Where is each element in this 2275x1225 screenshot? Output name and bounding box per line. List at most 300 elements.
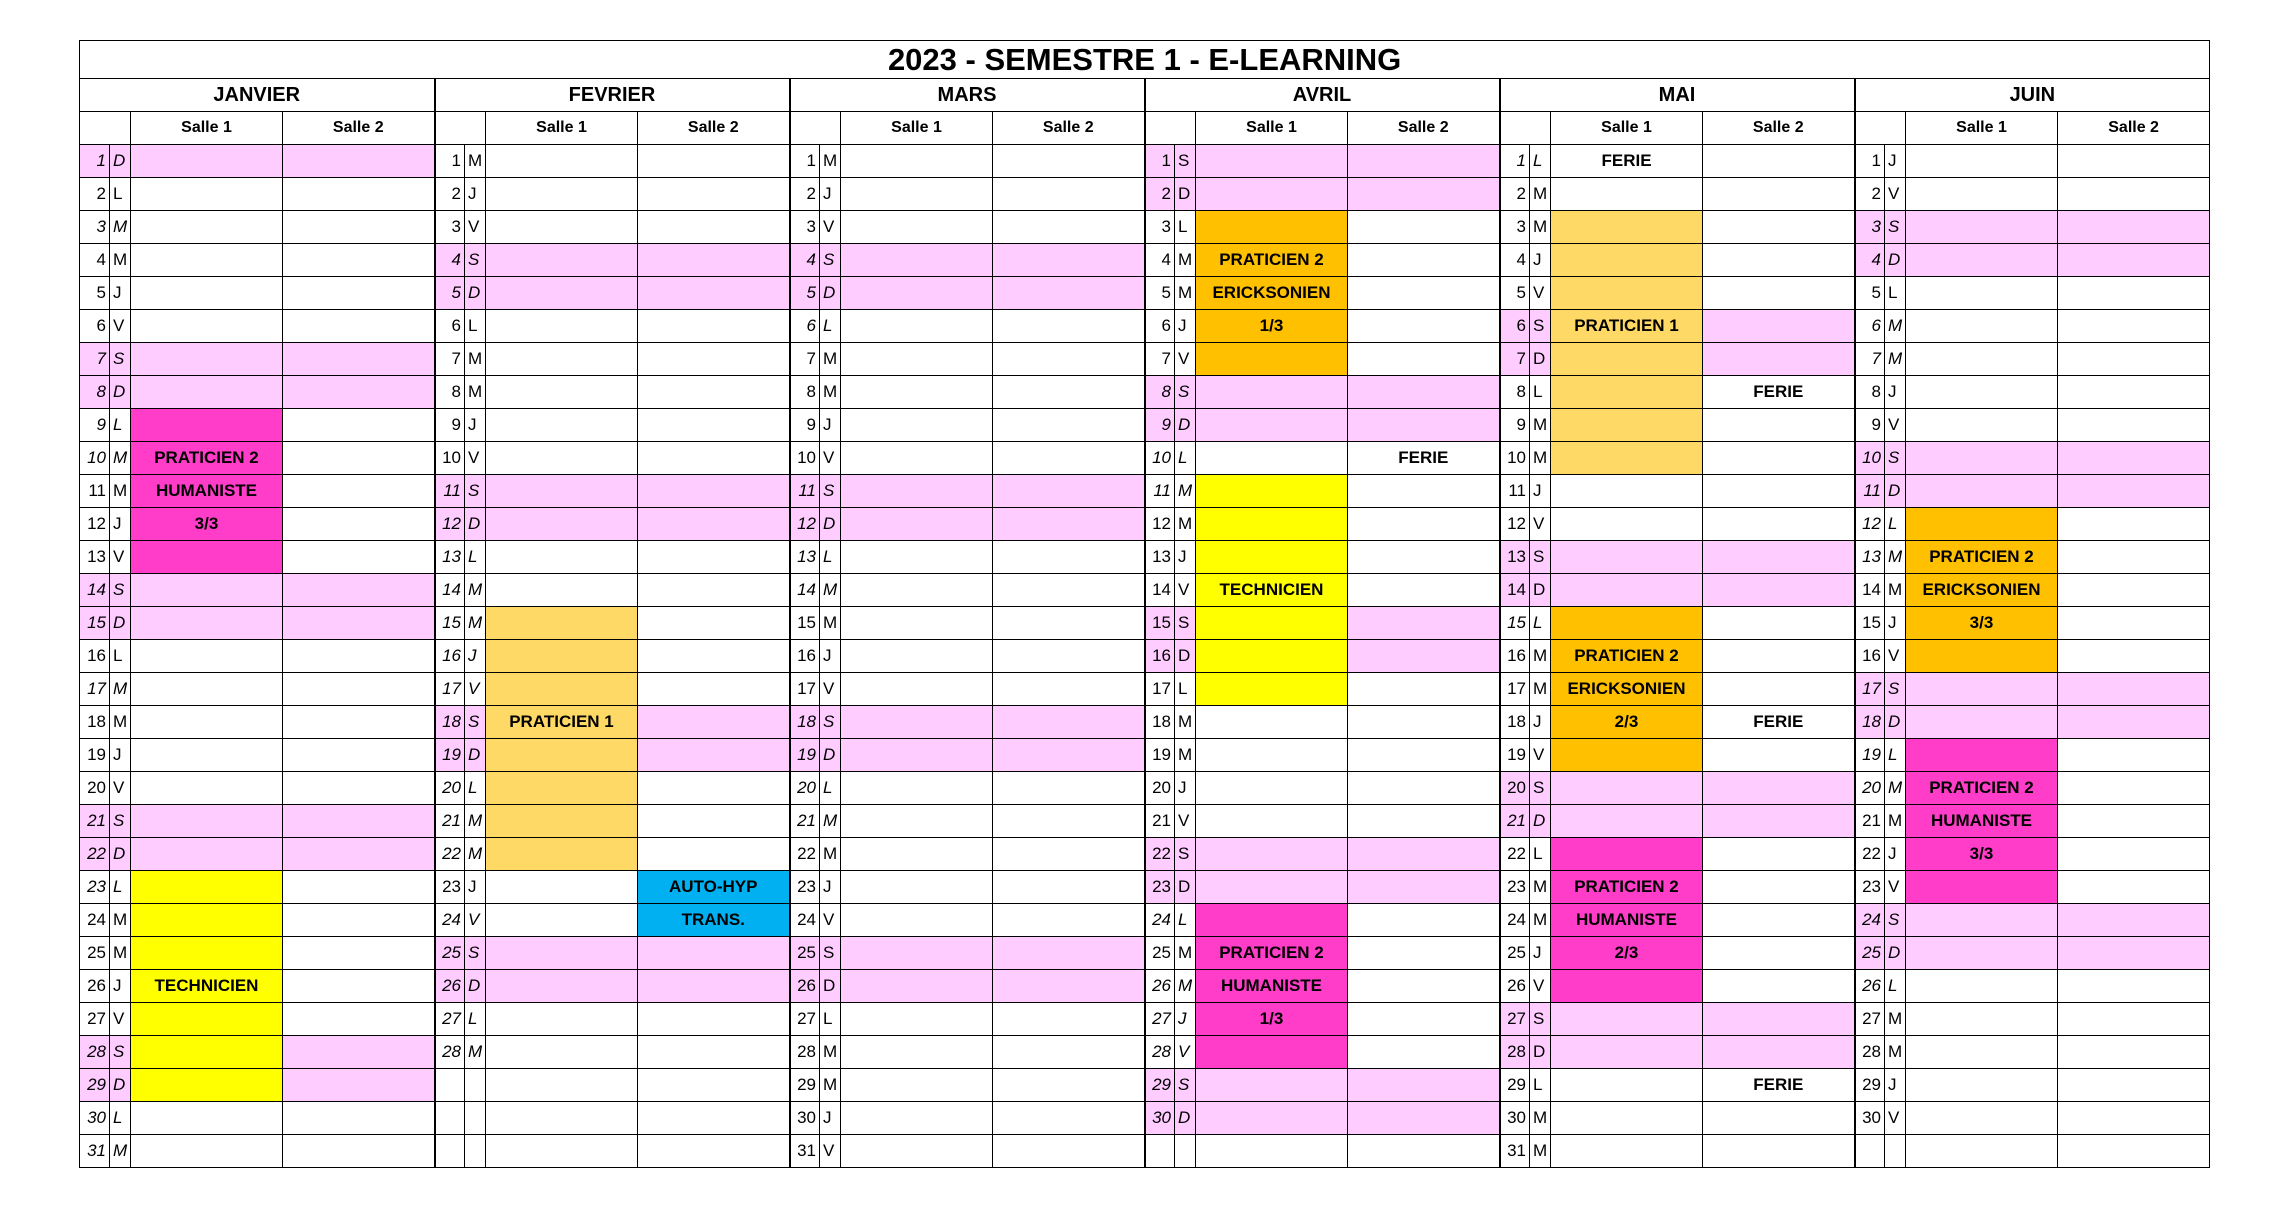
salle-cell [1703,211,1855,244]
salle-cell [841,838,993,871]
salle-cell [131,277,283,310]
salle-cell [1196,178,1348,211]
day-number: 18 [1500,706,1530,739]
salle-cell [283,640,435,673]
ferie-cell: FERIE [1703,376,1855,409]
salle-header-2: Salle 2 [2058,112,2210,145]
day-number: 24 [435,904,465,937]
day-row [80,178,2210,211]
salle-cell [841,145,993,178]
salle-cell [841,1135,993,1168]
day-number: 26 [1145,970,1175,1003]
day-number: 5 [790,277,820,310]
day-number: 7 [435,343,465,376]
day-number: 21 [80,805,110,838]
session-cell [1551,970,1703,1003]
empty-cell [638,1069,790,1102]
day-letter: V [465,211,486,244]
day-letter: D [1885,244,1906,277]
salle-cell [1348,1069,1500,1102]
salle-cell [2058,409,2210,442]
salle-cell [283,607,435,640]
salle-cell [486,277,638,310]
day-letter: J [465,178,486,211]
salle-cell [841,475,993,508]
salle-cell [283,772,435,805]
salle-cell [1906,1102,2058,1135]
salle-header-2: Salle 2 [283,112,435,145]
salle-cell [2058,1003,2210,1036]
session-cell [131,1069,283,1102]
day-number: 15 [1500,607,1530,640]
empty-cell [638,1102,790,1135]
salle-cell [1348,244,1500,277]
day-number: 27 [1855,1003,1885,1036]
salle-cell [1703,508,1855,541]
day-letter: L [1885,277,1906,310]
session-cell [1551,409,1703,442]
salle-cell [1196,772,1348,805]
day-letter: V [1530,739,1551,772]
salle-cell [131,574,283,607]
day-number: 4 [80,244,110,277]
session-cell [486,673,638,706]
salle-cell [638,937,790,970]
salle-cell [2058,574,2210,607]
salle-cell [1348,310,1500,343]
day-letter: M [820,607,841,640]
salle-cell [1196,409,1348,442]
day-letter: M [110,475,131,508]
salle-cell [1551,178,1703,211]
session-cell: ERICKSONIEN [1196,277,1348,310]
day-row [80,277,2210,310]
month-header-mai: MAI [1500,79,1855,112]
day-row [80,475,2210,508]
salle-cell [1906,442,2058,475]
salle-header-1: Salle 1 [841,112,993,145]
day-letter: V [1530,508,1551,541]
salle-cell [1196,145,1348,178]
day-letter: V [110,772,131,805]
day-number: 26 [790,970,820,1003]
day-letter: L [1530,145,1551,178]
salle-cell [1906,343,2058,376]
salle-header-2: Salle 2 [1703,112,1855,145]
day-number: 11 [80,475,110,508]
day-number: 2 [1855,178,1885,211]
day-number: 11 [435,475,465,508]
day-letter: M [465,1036,486,1069]
salle-cell [2058,1069,2210,1102]
salle-cell [1551,1003,1703,1036]
day-letter: S [820,244,841,277]
salle-cell [841,442,993,475]
day-number: 19 [790,739,820,772]
salle-cell [841,1036,993,1069]
day-number: 1 [1855,145,1885,178]
salle-cell [486,1036,638,1069]
salle-cell [638,772,790,805]
session-cell [1906,508,2058,541]
empty-cell [486,1069,638,1102]
day-number: 27 [1145,1003,1175,1036]
salle-cell [841,673,993,706]
day-number: 1 [435,145,465,178]
session-cell [1196,1036,1348,1069]
day-letter: L [465,541,486,574]
session-cell [1551,277,1703,310]
salle-cell [2058,772,2210,805]
day-letter: S [110,1036,131,1069]
day-number: 18 [790,706,820,739]
session-cell: HUMANISTE [131,475,283,508]
salle-cell [2058,211,2210,244]
day-letter: D [1530,343,1551,376]
day-number: 15 [1145,607,1175,640]
day-row [80,937,2210,970]
salle-cell [993,475,1145,508]
salle-cell [1906,706,2058,739]
session-cell: PRATICIEN 2 [1906,541,2058,574]
salle-cell [1703,1003,1855,1036]
day-letter: L [1885,508,1906,541]
day-number: 31 [790,1135,820,1168]
day-letter: V [465,904,486,937]
day-letter: M [820,376,841,409]
day-number: 6 [1855,310,1885,343]
ferie-cell: FERIE [1348,442,1500,475]
day-number: 8 [790,376,820,409]
day-letter: L [1530,376,1551,409]
salle-header-spacer [1500,112,1551,145]
session-cell: PRATICIEN 2 [1196,937,1348,970]
session-cell: 1/3 [1196,310,1348,343]
salle-cell [1906,970,2058,1003]
salle-cell [1348,1003,1500,1036]
day-number: 4 [1145,244,1175,277]
salle-cell [1348,970,1500,1003]
salle-cell [283,310,435,343]
day-row [80,871,2210,904]
salle-cell [1551,1069,1703,1102]
salle-cell [2058,607,2210,640]
salle-cell [486,574,638,607]
salle-cell [1703,838,1855,871]
salle-cell [2058,475,2210,508]
day-number: 24 [1145,904,1175,937]
salle-cell [283,178,435,211]
salle-cell [2058,343,2210,376]
salle-cell [638,145,790,178]
day-letter: M [110,673,131,706]
salle-cell [993,871,1145,904]
day-letter: V [465,673,486,706]
salle-cell [131,211,283,244]
day-number: 20 [80,772,110,805]
day-letter: D [110,1069,131,1102]
session-cell [131,871,283,904]
salle-cell [1703,1036,1855,1069]
day-letter: M [820,1069,841,1102]
salle-cell [486,244,638,277]
session-cell [1196,343,1348,376]
salle-header-spacer [1145,112,1196,145]
salle-cell [1703,442,1855,475]
salle-cell [131,838,283,871]
salle-cell [2058,178,2210,211]
day-letter [465,1102,486,1135]
salle-cell [1906,1003,2058,1036]
day-letter: J [465,871,486,904]
salle-cell [993,343,1145,376]
day-letter: J [465,409,486,442]
day-number: 17 [790,673,820,706]
day-letter: S [1530,772,1551,805]
day-number: 12 [1145,508,1175,541]
day-number: 25 [80,937,110,970]
salle-cell [1348,409,1500,442]
salle-cell [993,1036,1145,1069]
month-header-avril: AVRIL [1145,79,1500,112]
day-number: 29 [1145,1069,1175,1102]
salle-cell [1348,1036,1500,1069]
session-cell [131,904,283,937]
session-cell [1196,640,1348,673]
day-number: 12 [1500,508,1530,541]
day-letter: S [1530,1003,1551,1036]
salle-cell [2058,541,2210,574]
salle-cell [993,904,1145,937]
empty-cell [1196,1135,1348,1168]
salle-cell [993,772,1145,805]
day-letter: D [1885,706,1906,739]
salle-cell [1348,673,1500,706]
day-number: 30 [1855,1102,1885,1135]
session-cell: PRATICIEN 1 [486,706,638,739]
salle-cell [993,706,1145,739]
salle-cell [1196,838,1348,871]
day-number: 21 [1145,805,1175,838]
salle-cell [486,970,638,1003]
calendar-title: 2023 - SEMESTRE 1 - E-LEARNING [80,41,2210,79]
salle-cell [283,211,435,244]
session-cell: HUMANISTE [1551,904,1703,937]
day-number: 5 [435,277,465,310]
salle-cell [993,409,1145,442]
day-number: 5 [1500,277,1530,310]
session-cell [486,772,638,805]
session-cell: ERICKSONIEN [1906,574,2058,607]
day-letter: J [1885,1069,1906,1102]
day-letter: V [465,442,486,475]
salle-cell [2058,706,2210,739]
day-letter: D [110,145,131,178]
salle-cell [1703,310,1855,343]
salle-cell [993,508,1145,541]
ferie-cell: FERIE [1551,145,1703,178]
day-number: 3 [1500,211,1530,244]
salle-cell [486,475,638,508]
day-number: 8 [80,376,110,409]
day-row [80,1135,2210,1168]
day-letter: J [1530,244,1551,277]
day-letter: D [1175,640,1196,673]
salle-cell [638,673,790,706]
salle-cell [131,739,283,772]
day-letter: V [1885,178,1906,211]
day-letter: S [1885,904,1906,937]
salle-cell [2058,673,2210,706]
day-number: 14 [1145,574,1175,607]
day-letter: M [1885,310,1906,343]
salle-cell [1348,607,1500,640]
salle-cell [2058,310,2210,343]
salle-cell [486,541,638,574]
salle-cell [1348,178,1500,211]
day-number: 18 [1855,706,1885,739]
day-number [1145,1135,1175,1168]
day-letter: S [1175,145,1196,178]
salle-cell [638,838,790,871]
salle-cell [1551,475,1703,508]
day-letter: J [1885,838,1906,871]
day-letter: S [1885,442,1906,475]
salle-cell [1348,706,1500,739]
day-number: 7 [80,343,110,376]
day-row [80,1069,2210,1102]
salle-cell [1551,541,1703,574]
day-number: 28 [1855,1036,1885,1069]
salle-header-2: Salle 2 [638,112,790,145]
salle-cell [638,442,790,475]
day-number: 3 [80,211,110,244]
day-letter [465,1135,486,1168]
day-letter: M [820,805,841,838]
salle-cell [283,409,435,442]
salle-cell [993,277,1145,310]
day-number: 10 [1145,442,1175,475]
day-number: 22 [790,838,820,871]
day-letter: D [110,607,131,640]
salle-cell [283,805,435,838]
salle-cell [131,640,283,673]
day-row [80,739,2210,772]
salle-cell [1906,145,2058,178]
salle-cell [131,772,283,805]
empty-cell [486,1102,638,1135]
salle-cell [1196,871,1348,904]
day-letter: M [1885,772,1906,805]
salle-cell [638,805,790,838]
day-number: 4 [1500,244,1530,277]
day-letter: L [1530,607,1551,640]
day-letter: M [820,343,841,376]
day-number: 8 [1145,376,1175,409]
day-letter: S [110,574,131,607]
salle-cell [1906,904,2058,937]
day-number: 10 [435,442,465,475]
day-number: 6 [790,310,820,343]
salle-cell [1703,277,1855,310]
salle-cell [1906,1069,2058,1102]
session-cell [1196,904,1348,937]
salle-cell [1348,904,1500,937]
salle-cell [993,376,1145,409]
salle-cell [841,1102,993,1135]
session-cell [1906,871,2058,904]
day-letter: J [1530,706,1551,739]
day-number: 23 [435,871,465,904]
salle-cell [638,244,790,277]
salle-cell [993,211,1145,244]
day-letter: M [1885,574,1906,607]
salle-header-1: Salle 1 [1196,112,1348,145]
day-number: 18 [435,706,465,739]
session-cell [1551,739,1703,772]
day-letter: S [465,706,486,739]
salle-cell [1703,805,1855,838]
day-number: 6 [1145,310,1175,343]
salle-cell [283,244,435,277]
session-cell [1196,211,1348,244]
day-number: 28 [80,1036,110,1069]
day-letter: V [1175,1036,1196,1069]
day-number: 19 [1855,739,1885,772]
salle-cell [283,442,435,475]
day-letter: S [820,475,841,508]
month-header-fevrier: FEVRIER [435,79,790,112]
session-cell: TRANS. [638,904,790,937]
day-number: 9 [80,409,110,442]
day-number: 24 [1500,904,1530,937]
session-cell: PRATICIEN 2 [1551,640,1703,673]
day-row [80,508,2210,541]
session-cell: PRATICIEN 2 [131,442,283,475]
salle-cell [2058,376,2210,409]
empty-cell [638,1135,790,1168]
salle-cell [283,541,435,574]
day-letter: M [1530,211,1551,244]
day-letter: D [1175,178,1196,211]
salle-header-spacer [1855,112,1906,145]
day-number: 15 [1855,607,1885,640]
day-letter: S [1175,607,1196,640]
day-letter: J [1530,937,1551,970]
salle-cell [1906,409,2058,442]
day-row [80,310,2210,343]
session-cell: 3/3 [1906,838,2058,871]
day-letter: M [110,211,131,244]
session-cell [486,838,638,871]
day-letter: L [1175,211,1196,244]
day-letter: V [820,442,841,475]
salle-cell [131,607,283,640]
salle-cell [638,541,790,574]
day-number: 21 [790,805,820,838]
day-number: 9 [1500,409,1530,442]
day-number: 25 [435,937,465,970]
salle-cell [1551,508,1703,541]
day-number: 4 [1855,244,1885,277]
day-number: 23 [1855,871,1885,904]
salle-cell [993,145,1145,178]
salle-cell [283,838,435,871]
day-letter: S [1885,211,1906,244]
salle-header-spacer [435,112,486,145]
session-cell: TECHNICIEN [131,970,283,1003]
salle-cell [1348,838,1500,871]
